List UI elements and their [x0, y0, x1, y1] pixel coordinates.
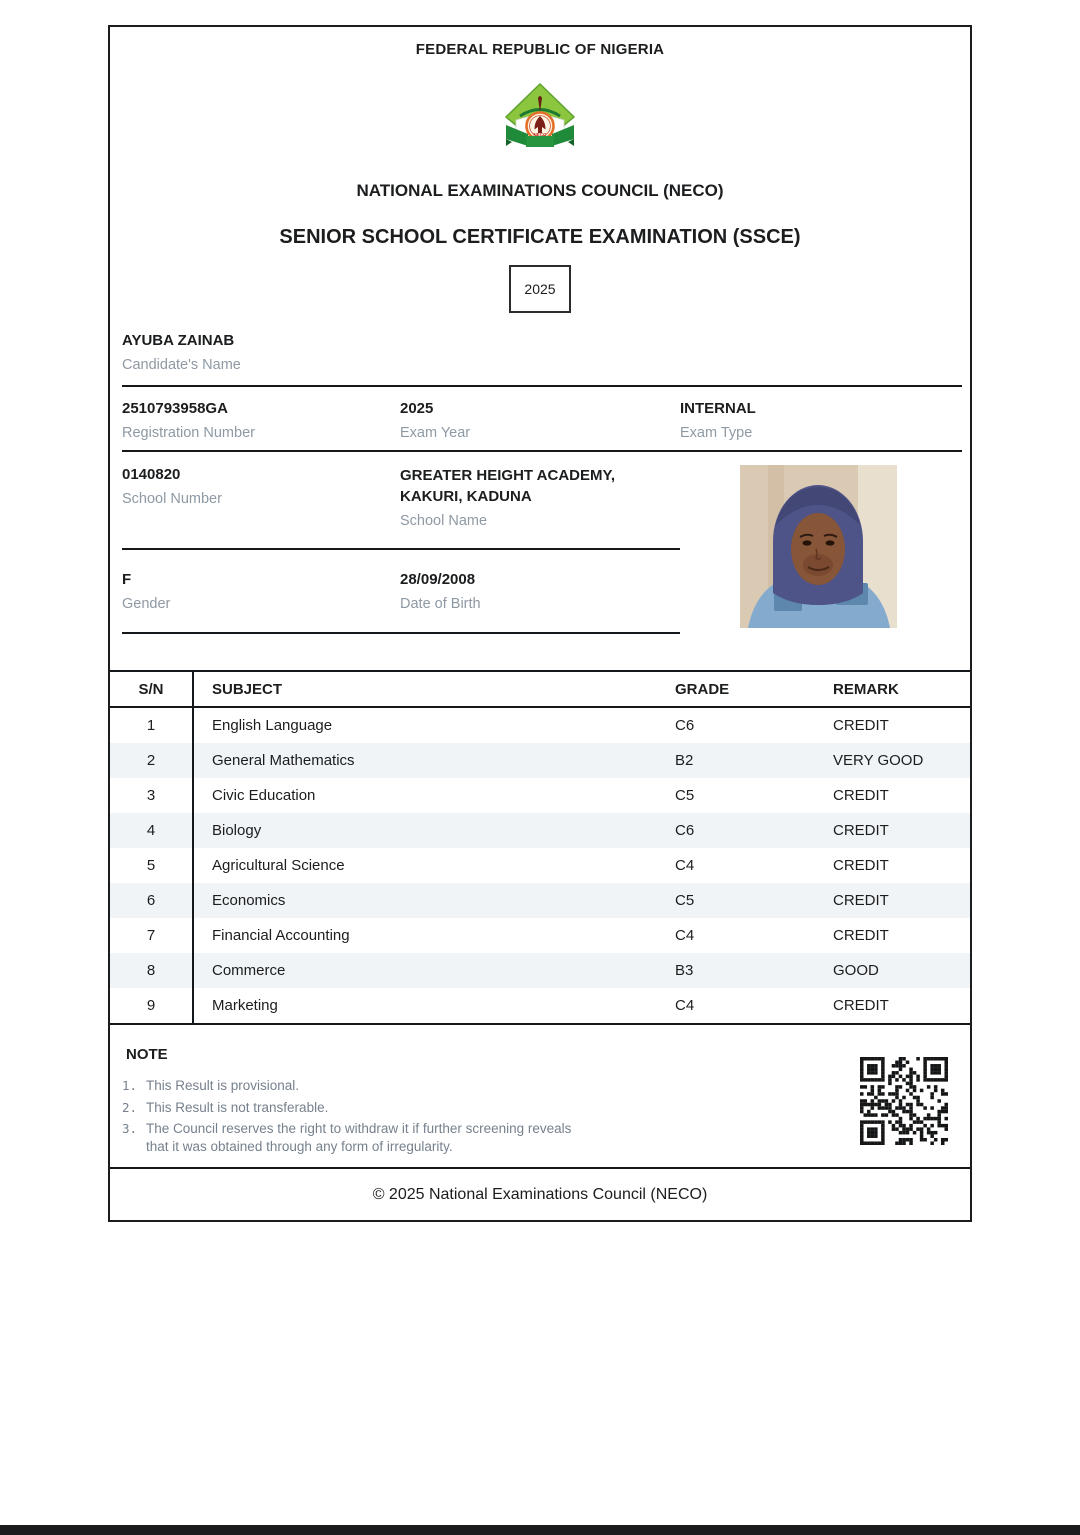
cell-grade: C4 [675, 927, 695, 944]
table-row [110, 708, 970, 743]
cell-remark: CREDIT [833, 717, 889, 734]
note-list [122, 1077, 592, 1159]
note-item [122, 1120, 592, 1155]
date-of-birth-value: 28/09/2008 [400, 571, 476, 588]
cell-grade: C6 [675, 822, 695, 839]
cell-grade: C4 [675, 857, 695, 874]
divider [122, 385, 962, 387]
divider [122, 632, 680, 634]
cell-grade: C6 [675, 717, 695, 734]
table-row [110, 743, 970, 778]
table-row [110, 918, 970, 953]
cell-sn: 2 [110, 743, 194, 778]
exam-year-label: Exam Year [400, 425, 471, 441]
cell-sn: 7 [110, 918, 194, 953]
cell-remark: CREDIT [833, 822, 889, 839]
results-table [110, 670, 970, 1025]
note-item-text: The Council reserves the right to withdraw it if further screening reveals that it was obtained through any form of irregularity. [146, 1121, 572, 1154]
cell-subject: Economics [212, 892, 286, 909]
candidate-name-block [122, 331, 241, 374]
note-item-number: 3. [122, 1121, 138, 1136]
logo-ribbon-text: NECO [533, 132, 547, 137]
cell-remark: GOOD [833, 962, 879, 979]
result-slip-card [108, 25, 972, 1222]
school-number-label: School Number [122, 491, 222, 507]
note-title: NOTE [126, 1046, 168, 1063]
exam-type-field [680, 399, 962, 442]
neco-coat-of-arms-icon [501, 83, 579, 165]
cell-subject: Civic Education [212, 787, 316, 804]
school-name-value: GREATER HEIGHT ACADEMY, KAKURI, KADUNA [400, 467, 616, 505]
registration-number-value: 2510793958GA [122, 400, 228, 417]
header-grade: GRADE [675, 680, 730, 698]
school-number-field [122, 465, 400, 530]
results-table-body [110, 708, 970, 1025]
cell-subject: Biology [212, 822, 262, 839]
exam-year-value: 2025 [400, 400, 434, 417]
cell-remark: CREDIT [833, 927, 889, 944]
school-row [122, 465, 680, 530]
cell-sn: 8 [110, 953, 194, 988]
council-title: NATIONAL EXAMINATIONS COUNCIL (NECO) [356, 181, 724, 200]
cell-remark: CREDIT [833, 892, 889, 909]
cell-sn: 9 [110, 988, 194, 1023]
date-of-birth-label: Date of Birth [400, 596, 481, 612]
date-of-birth-field [400, 570, 680, 613]
school-number-value: 0140820 [122, 466, 181, 483]
table-row [110, 953, 970, 988]
cell-remark: CREDIT [833, 997, 889, 1014]
exam-type-label: Exam Type [680, 425, 753, 441]
header-subject: SUBJECT [212, 680, 283, 698]
candidate-photo [740, 465, 897, 628]
cell-remark: VERY GOOD [833, 752, 924, 769]
table-row [110, 813, 970, 848]
cell-subject: General Mathematics [212, 752, 355, 769]
cell-subject: Financial Accounting [212, 927, 350, 944]
header-sn: S/N [110, 672, 194, 706]
cell-sn: 4 [110, 813, 194, 848]
divider [122, 548, 680, 550]
cell-grade: B2 [675, 752, 694, 769]
registration-row [122, 399, 962, 442]
note-item-text: This Result is provisional. [146, 1078, 300, 1093]
cell-sn: 6 [110, 883, 194, 918]
candidate-name-value: AYUBA ZAINAB [122, 332, 235, 349]
cell-remark: CREDIT [833, 787, 889, 804]
table-row [110, 778, 970, 813]
note-item-number: 2. [122, 1099, 138, 1115]
cell-grade: C5 [675, 892, 695, 909]
table-row [110, 848, 970, 883]
neco-logo-wrap [110, 83, 970, 170]
cell-sn: 1 [110, 708, 194, 743]
candidate-name-label: Candidate's Name [122, 357, 241, 373]
cell-remark: CREDIT [833, 857, 889, 874]
registration-number-label: Registration Number [122, 425, 255, 441]
exam-type-value: INTERNAL [680, 400, 756, 417]
cell-subject: English Language [212, 717, 333, 734]
cell-grade: C5 [675, 787, 695, 804]
exam-year-field [400, 399, 680, 442]
note-item [122, 1077, 592, 1095]
gender-field [122, 570, 400, 613]
cell-grade: B3 [675, 962, 694, 979]
note-item-text: This Result is not transferable. [146, 1099, 329, 1115]
cell-subject: Commerce [212, 962, 286, 979]
verification-qr-code [860, 1057, 948, 1145]
exam-title: SENIOR SCHOOL CERTIFICATE EXAMINATION (SSCE) [279, 226, 801, 248]
cell-sn: 5 [110, 848, 194, 883]
cell-sn: 3 [110, 778, 194, 813]
header-remark: REMARK [833, 680, 899, 698]
country-title: FEDERAL REPUBLIC OF NIGERIA [415, 41, 665, 58]
divider [122, 450, 962, 452]
results-table-header [110, 670, 970, 708]
cell-grade: C4 [675, 997, 695, 1014]
note-item [122, 1099, 592, 1117]
school-name-label: School Name [400, 513, 488, 529]
gender-value: F [122, 571, 132, 588]
bottom-bar [0, 1525, 1080, 1535]
registration-number-field [122, 399, 400, 442]
cell-subject: Agricultural Science [212, 857, 345, 874]
table-row [110, 988, 970, 1023]
cell-subject: Marketing [212, 997, 278, 1014]
note-item-number: 1. [122, 1078, 138, 1093]
candidate-photo-image [740, 465, 897, 628]
school-name-field [400, 465, 680, 530]
gender-row [122, 570, 680, 613]
copyright-footer: © 2025 National Examinations Council (NECO) [110, 1167, 970, 1220]
gender-label: Gender [122, 596, 171, 612]
exam-year-badge: 2025 [509, 265, 571, 313]
table-row [110, 883, 970, 918]
